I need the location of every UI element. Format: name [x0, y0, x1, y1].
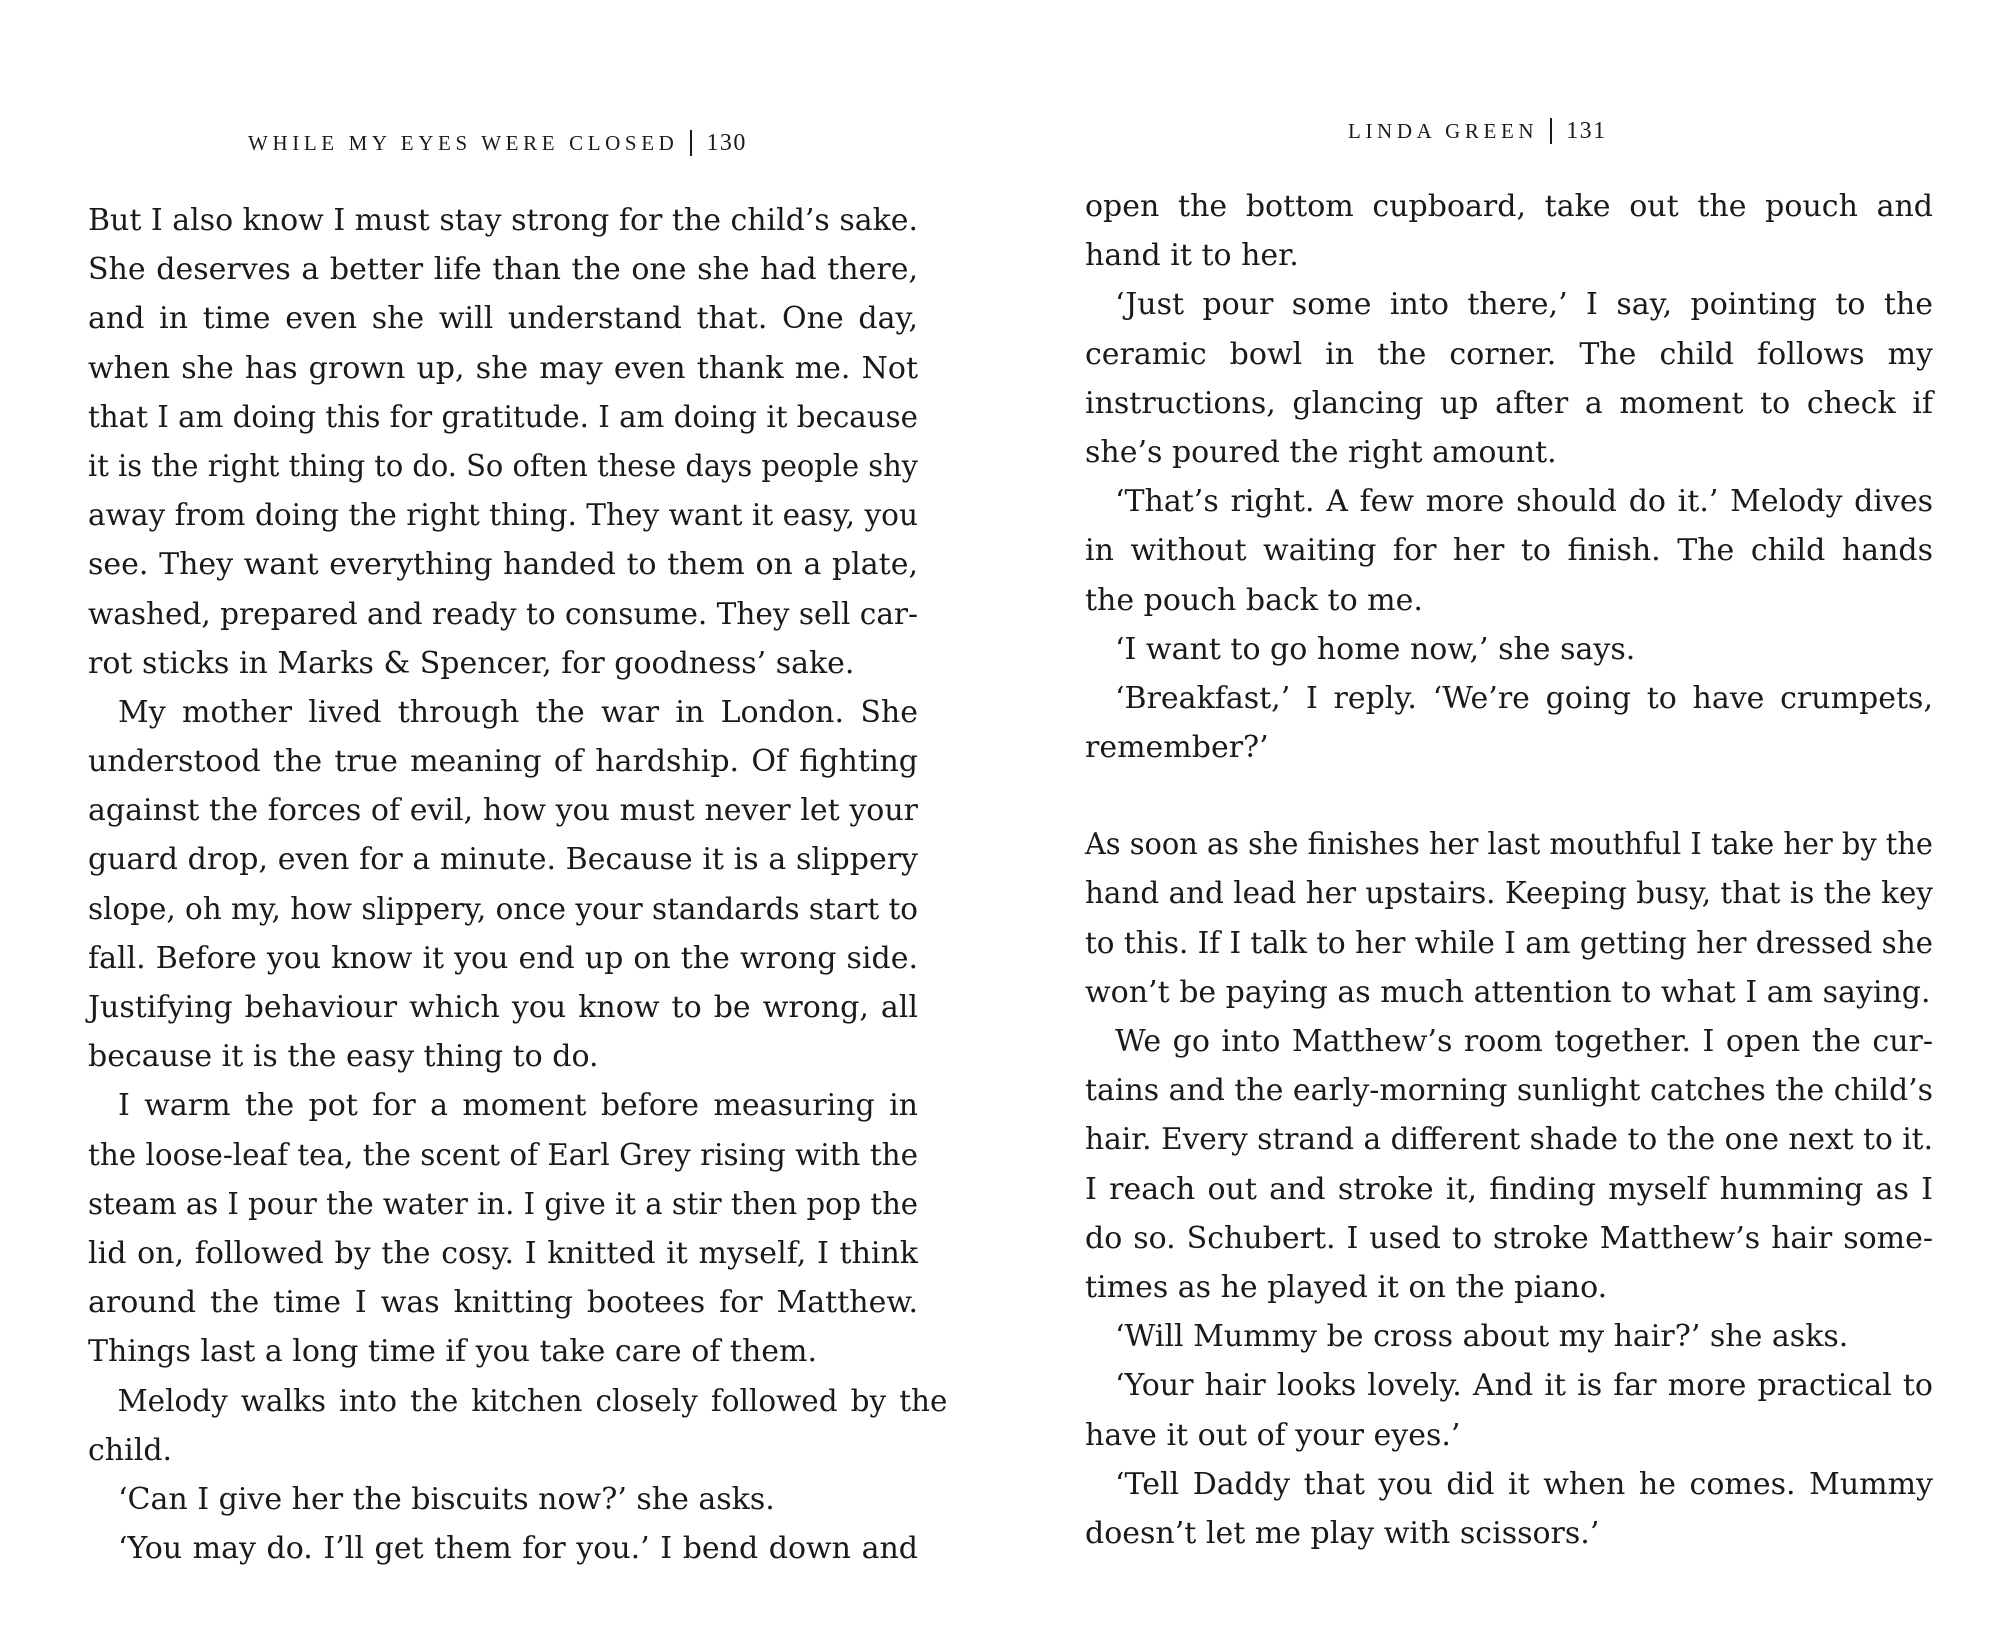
text-line: open the bottom cupboard, take out the pouch and	[1085, 189, 1933, 224]
text-line: in without waiting for her to finish. The child hands	[1085, 533, 1933, 569]
text-line: doesn’t let me play with scissors.’	[1085, 1515, 1600, 1551]
text-line: ‘That’s right. A few more should do it.’ Melody dives	[1115, 484, 1933, 520]
text-line: ‘I want to go home now,’ she says.	[1115, 631, 1636, 667]
text-line: hand and lead her upstairs. Keeping busy, that is the key	[1085, 876, 1933, 912]
text-line: do so. Schubert. I used to stroke Matthew’s hair some-	[1085, 1220, 1933, 1256]
text-line: slope, oh my, how slippery, once your standards start to	[88, 891, 918, 927]
text-line: the loose-leaf tea, the scent of Earl Grey rising with the	[88, 1137, 918, 1173]
text-line: She deserves a better life than the one she had there,	[88, 252, 918, 288]
text-line: she’s poured the right amount.	[1085, 434, 1557, 470]
text-line: ceramic bowl in the corner. The child follows my	[1085, 336, 1933, 372]
text-line: ‘Just pour some into there,’ I say, pointing to the	[1115, 287, 1933, 323]
section-break	[1085, 772, 1933, 820]
text-line: My mother lived through the war in London. She	[118, 694, 918, 730]
text-line: ‘Will Mummy be cross about my hair?’ she asks.	[1115, 1319, 1849, 1355]
book-title: WHILE MY EYES WERE CLOSED	[248, 131, 679, 155]
text-line: As soon as she finishes her last mouthful I take her by the	[1085, 827, 1933, 863]
body-text-left	[88, 196, 948, 1573]
text-line: around the time I was knitting bootees for Matthew.	[88, 1285, 918, 1321]
text-line: ‘Your hair looks lovely. And it is far more practical to	[1115, 1368, 1933, 1404]
text-line: when she has grown up, she may even thank me. Not	[88, 350, 918, 386]
header-divider	[690, 130, 692, 156]
page-number: 131	[1566, 118, 1607, 144]
text-line: rot sticks in Marks & Spencer, for goodness’ sake.	[88, 645, 855, 681]
text-line: ‘Tell Daddy that you did it when he comes. Mummy	[1115, 1466, 1933, 1502]
text-line: have it out of your eyes.’	[1085, 1417, 1461, 1453]
body-text-right	[1085, 182, 1933, 1558]
right-page	[1000, 0, 2000, 1629]
text-line: and in time even she will understand that. One day,	[88, 301, 918, 337]
text-line: I reach out and stroke it, finding myself humming as I	[1085, 1171, 1933, 1207]
page-number: 130	[706, 130, 747, 156]
text-line: guard drop, even for a minute. Because it is a slippery	[88, 842, 918, 878]
header-divider	[1550, 118, 1552, 144]
text-line: hair. Every strand a different shade to the one next to it.	[1085, 1122, 1933, 1158]
text-line: But I also know I must stay strong for the child’s sake.	[88, 203, 918, 238]
text-line: instructions, glancing up after a moment to check if	[1085, 385, 1933, 421]
text-line: washed, prepared and ready to consume. They sell car-	[88, 596, 918, 632]
text-line: see. They want everything handed to them on a plate,	[88, 547, 918, 583]
text-line: away from doing the right thing. They want it easy, you	[88, 498, 918, 534]
text-line: ‘Breakfast,’ I reply. ‘We’re going to have crumpets,	[1115, 680, 1933, 716]
running-head-right	[1348, 118, 1607, 146]
text-line: won’t be paying as much attention to what I am saying.	[1085, 974, 1931, 1010]
text-line: fall. Before you know it you end up on the wrong side.	[88, 940, 918, 976]
text-line: remember?’	[1085, 730, 1269, 766]
text-line: Melody walks into the kitchen closely followed by the	[117, 1383, 948, 1419]
running-head-left	[248, 130, 747, 158]
text-line: ‘You may do. I’ll get them for you.’ I bend down and	[118, 1531, 918, 1567]
text-line: ‘Can I give her the biscuits now?’ she asks.	[118, 1481, 775, 1517]
author-name: LINDA GREEN	[1348, 119, 1539, 143]
text-line: Justifying behaviour which you know to be wrong, all	[88, 990, 918, 1025]
text-line: because it is the easy thing to do.	[88, 1039, 599, 1075]
text-line: steam as I pour the water in. I give it a stir then pop the	[88, 1186, 918, 1222]
text-line: to this. If I talk to her while I am getting her dressed she	[1085, 925, 1933, 961]
text-line: the pouch back to me.	[1085, 582, 1423, 618]
text-line: hand it to her.	[1085, 238, 1299, 274]
text-line: child.	[88, 1432, 173, 1468]
text-line: against the forces of evil, how you must never let your	[88, 793, 918, 829]
text-line: that I am doing this for gratitude. I am doing it because	[88, 399, 918, 435]
text-line: times as he played it on the piano.	[1085, 1269, 1608, 1305]
text-line: We go into Matthew’s room together. I open the cur-	[1115, 1024, 1933, 1059]
text-line: Things last a long time if you take care of them.	[88, 1334, 818, 1370]
text-line: it is the right thing to do. So often these days people shy	[88, 448, 918, 484]
text-line: tains and the early-morning sunlight catches the child’s	[1085, 1073, 1933, 1109]
text-line: understood the true meaning of hardship. Of fighting	[88, 744, 918, 780]
text-line: lid on, followed by the cosy. I knitted it myself, I think	[88, 1235, 918, 1271]
text-line: I warm the pot for a moment before measuring in	[118, 1088, 918, 1124]
